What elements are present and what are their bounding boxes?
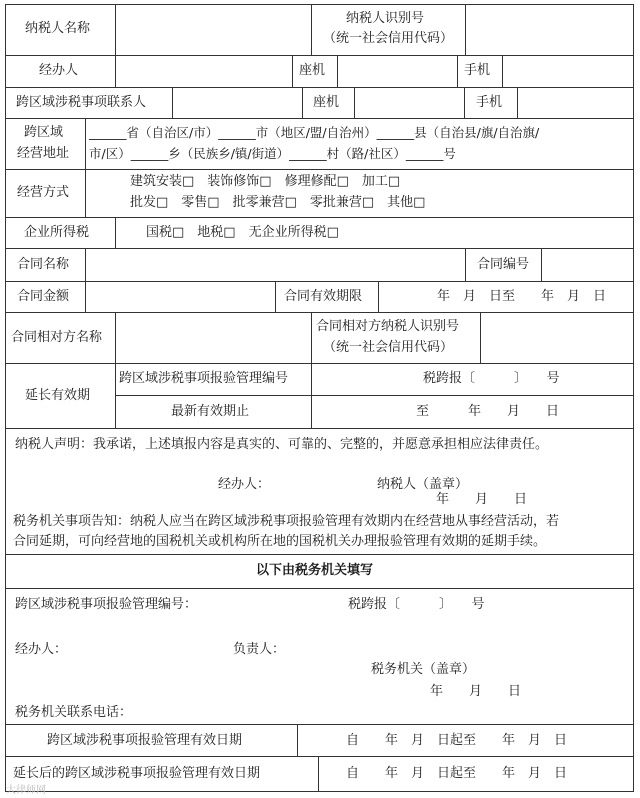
- rule: [633, 4, 634, 792]
- notice-line-1: 税务机关事项告知：纳税人应当在跨区域涉税事项报验管理有效期内在经营地从事经营活动，若: [13, 514, 560, 529]
- rule: [502, 55, 503, 87]
- contact-mobile-label: 手机: [476, 95, 503, 110]
- cross-region-tax-form: [5, 4, 634, 792]
- rule: [275, 281, 276, 312]
- tax-section-header: 以下由税务机关填写: [256, 563, 374, 578]
- handler-mobile-label: 手机: [464, 63, 491, 78]
- rule: [5, 791, 634, 792]
- extension-latest-label: 最新有效期止: [171, 404, 250, 419]
- income-tax-options: 国税□ 地税□ 无企业所得税□: [146, 225, 339, 240]
- rule: [311, 312, 312, 363]
- address-line-2: 市/区）______乡（民族乡/镇/街道）______村（路/社区）______号: [89, 146, 456, 161]
- taxpayer-name-label: 纳税人名称: [25, 21, 91, 36]
- rule: [5, 588, 634, 589]
- rule: [5, 87, 634, 88]
- rule: [115, 312, 116, 363]
- counterparty-label: 合同相对方名称: [11, 330, 103, 345]
- rule: [465, 248, 466, 281]
- business-mode-options-2: 批发□ 零售□ 批零兼营□ 零批兼营□ 其他□: [130, 195, 426, 210]
- rule: [311, 363, 312, 428]
- contract-period-value: 年 月 日至 年 月 日: [437, 289, 607, 304]
- rule: [5, 55, 634, 56]
- contract-name-label: 合同名称: [17, 257, 70, 272]
- contract-amount-label: 合同金额: [17, 289, 70, 304]
- rule: [337, 55, 338, 87]
- rule: [5, 724, 634, 725]
- rule: [115, 55, 116, 87]
- address-label: 跨区域: [24, 125, 64, 140]
- rule: [5, 363, 634, 364]
- business-mode-options-1: 建筑安装□ 装饰修饰□ 修理修配□ 加工□: [130, 174, 401, 189]
- rule: [354, 87, 355, 118]
- rule: [5, 4, 634, 5]
- handler-label: 经办人: [39, 63, 79, 78]
- declaration-seal: 纳税人（盖章）: [377, 477, 469, 492]
- tax-mgmt-no-label: 跨区域涉税事项报验管理编号：: [15, 597, 198, 612]
- rule: [85, 169, 86, 217]
- extension-mgmt-no-label: 跨区域涉税事项报验管理编号: [119, 371, 289, 386]
- rule: [5, 312, 634, 313]
- validity-label: 跨区域涉税事项报验管理有效日期: [47, 733, 243, 748]
- taxpayer-declaration: 纳税人声明：我承诺，上述填报内容是真实的、可靠的、完整的，并愿意承担相应法律责任。: [15, 437, 549, 452]
- rule: [85, 281, 86, 312]
- rule: [5, 169, 634, 170]
- rule: [5, 118, 634, 119]
- validity-value: 自 年 月 日起至 年 月 日: [346, 733, 568, 748]
- extension-latest-value: 至 年 月 日: [416, 404, 560, 419]
- rule: [5, 217, 634, 218]
- counterparty-id-sublabel: （统一社会信用代码）: [323, 340, 454, 355]
- extension-mgmt-no-value: 税跨报〔 〕 号: [423, 371, 560, 386]
- rule: [5, 248, 634, 249]
- extension-label: 延长有效期: [25, 388, 91, 403]
- address-sublabel: 经营地址: [17, 146, 70, 161]
- tax-mgmt-no-value: 税跨报〔 〕 号: [348, 597, 485, 612]
- rule: [464, 87, 465, 118]
- declaration-date: 年 月 日: [436, 492, 528, 507]
- rule: [297, 724, 298, 756]
- rule: [5, 756, 634, 757]
- rule: [5, 281, 634, 282]
- rule: [172, 87, 173, 118]
- rule: [115, 395, 634, 396]
- rule: [292, 55, 293, 87]
- rule: [378, 281, 379, 312]
- contact-label: 跨区域涉税事项联系人: [16, 95, 147, 110]
- contact-landline-label: 座机: [313, 95, 340, 110]
- tax-phone: 税务机关联系电话：: [15, 705, 133, 720]
- rule: [457, 55, 458, 87]
- rule: [115, 363, 116, 428]
- watermark: 大律师网: [6, 785, 46, 796]
- tax-date: 年 月 日: [430, 684, 522, 699]
- rule: [115, 217, 116, 248]
- rule: [85, 118, 86, 169]
- taxpayer-id-label: 纳税人识别号: [346, 11, 425, 26]
- tax-responsible: 负责人：: [233, 642, 286, 657]
- rule: [5, 428, 634, 429]
- rule: [541, 248, 542, 281]
- income-tax-label: 企业所得税: [24, 225, 90, 240]
- business-mode-label: 经营方式: [17, 185, 70, 200]
- rule: [311, 4, 312, 55]
- contract-number-label: 合同编号: [477, 257, 530, 272]
- address-line-1: ______省（自治区/市）______市（地区/盟/自治州）______县（自治县/旗/自治旗/: [89, 125, 540, 140]
- declaration-handler: 经办人：: [218, 477, 271, 492]
- rule: [5, 554, 634, 555]
- notice-line-2: 合同延期，可向经营地的国税机关或机构所在地的国税机关办理报验管理有效期的延期手续。: [13, 534, 547, 549]
- extended-validity-label: 延长后的跨区域涉税事项报验管理有效日期: [13, 766, 261, 781]
- rule: [302, 87, 303, 118]
- counterparty-id-label: 合同相对方纳税人识别号: [316, 319, 460, 334]
- rule: [480, 312, 481, 363]
- rule: [517, 87, 518, 118]
- rule: [318, 756, 319, 791]
- rule: [115, 4, 116, 55]
- rule: [85, 248, 86, 281]
- taxpayer-id-sublabel: （统一社会信用代码）: [323, 31, 454, 46]
- extended-validity-value: 自 年 月 日起至 年 月 日: [346, 766, 568, 781]
- tax-handler: 经办人：: [15, 642, 68, 657]
- tax-seal: 税务机关（盖章）: [371, 662, 476, 677]
- rule: [465, 4, 466, 55]
- handler-landline-label: 座机: [299, 63, 326, 78]
- contract-period-label: 合同有效期限: [284, 289, 363, 304]
- rule: [5, 4, 6, 792]
